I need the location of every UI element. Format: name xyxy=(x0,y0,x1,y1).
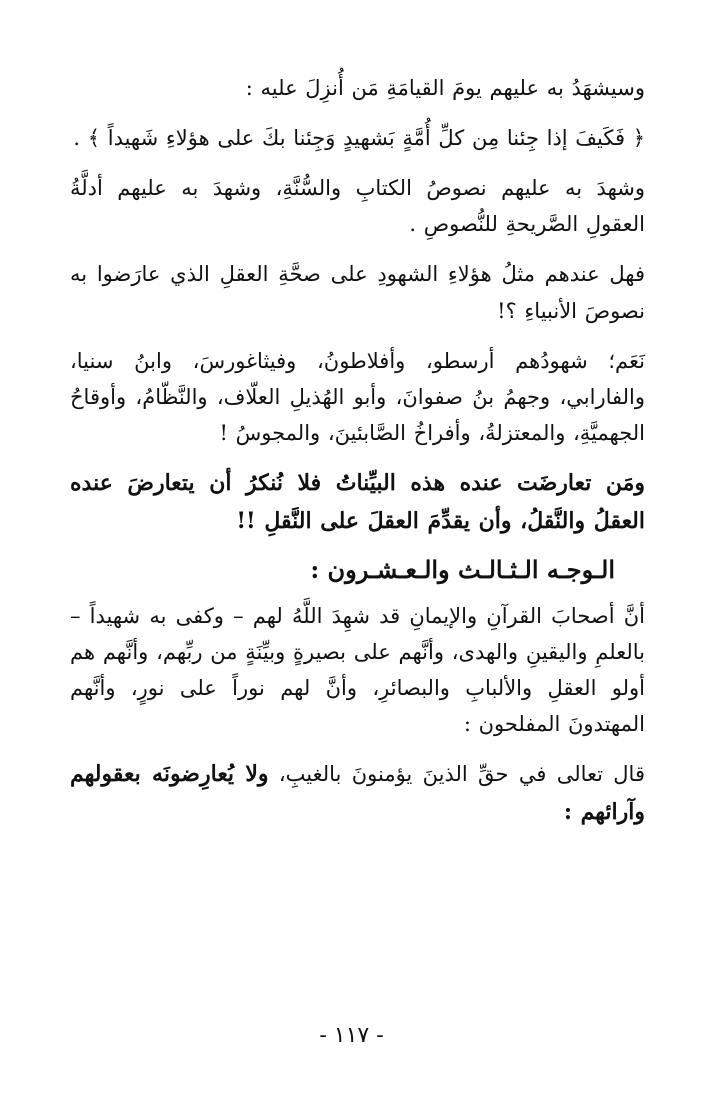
section-heading: الـوجـه الـثـالـث والـعـشـرون : xyxy=(310,554,615,584)
paragraph-8 xyxy=(70,756,645,832)
paragraph-7: أنَّ أصحابَ القرآنِ والإيمانِ قد شهِدَ اللَّهُ لهم – وكفى به شهيداً – بالعلمِ واليقينِ والهدى، وأنَّهم على بصيرةٍ وبيِّنَةٍ من ربِّهم، وأنَّهم هم أولو العقلِ والألبابِ والبصائرِ، وأنَّ لهم نوراً على نورٍ، وأنَّهم المهتدونَ المفلحون : xyxy=(70,603,645,736)
page-number: - ١١٧ - xyxy=(319,1023,384,1048)
paragraph-3: وشهدَ به عليهم نصوصُ الكتابِ والسُّنَّةِ، وشهدَ به عليهم أدلَّةُ العقولِ الصَّريحةِ للنُّصوصِ . xyxy=(70,176,645,237)
paragraph-8-normal: قال تعالى في حقِّ الذينَ يؤمنونَ بالغيبِ، xyxy=(268,762,645,787)
paragraph-4: فهل عندهم مثلُ هؤلاءِ الشهودِ على صحَّةِ العقلِ الذي عارَضوا به نصوصَ الأنبياءِ ؟! xyxy=(70,262,645,323)
paragraph-5: نَعَم؛ شهودُهم أرسطو، وأفلاطونُ، وفيثاغورسَ، وابنُ سنيا، والفارابي، وجهمُ بنُ صفوانَ، وأبو الهُذيلِ العلّاف، والنَّظّامُ، وأوقاحُ الجهميَّةِ، والمعتزلةُ، وأفراخُ الصَّابئينَ، والمجوسُ ! xyxy=(70,348,645,445)
paragraph-1: وسيشهَدُ به عليهم يومَ القيامَةِ مَن أُنزِلَ عليه : xyxy=(245,76,645,100)
paragraph-8-bold: ولا يُعارِضونَه بعقولهم وآرائهم : xyxy=(70,761,645,825)
paragraph-quran-verse: ﴿ فَكَيفَ إذا جِئنا مِن كلِّ أُمَّةٍ بَشهيدٍ وَجِئنا بكَ على هؤلاءِ شَهيداً ﴾ . xyxy=(73,126,645,151)
paragraph-6-bold: ومَن تعارضَت عنده هذه البيِّناتُ فلا نُنكرُ أن يتعارضَ عنده العقلُ والنَّقلُ، وأن يقدِّمَ العقلَ على النَّقلِ !! xyxy=(70,469,645,534)
